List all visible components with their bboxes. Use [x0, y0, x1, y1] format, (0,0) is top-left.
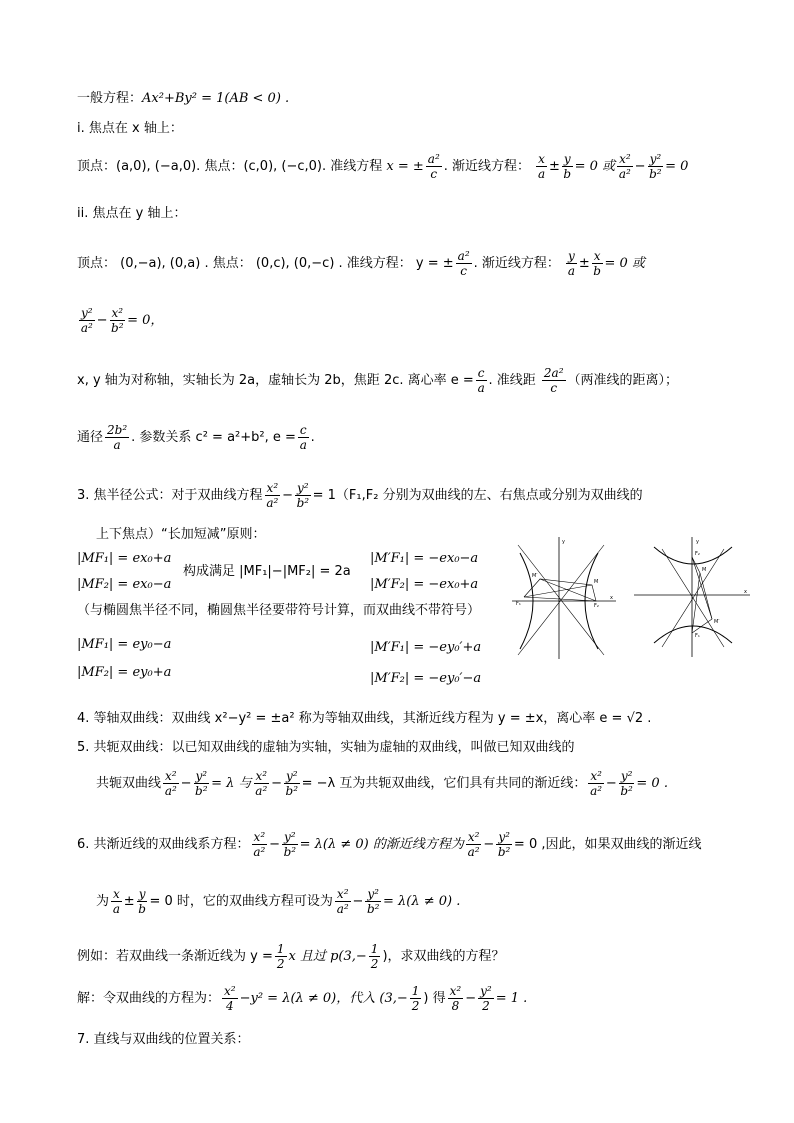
y-vertex-focus-text: 顶点： (0,−a), (0,a) . 焦点： (0,c), (0,−c) . 准线方程： y = ±	[77, 256, 454, 271]
svg-text:F₁: F₁	[695, 633, 700, 639]
frac-x-a: $\frac{x}{a}$	[537, 152, 546, 181]
focal-radius-mf1: |MF₁| = ex₀+a	[77, 551, 172, 566]
svg-text:x: x	[744, 589, 747, 595]
directrix-distance-note: （两准线的距离）；	[567, 373, 679, 388]
conjugate-common-asymptote: = −λ 互为共轭双曲线，它们具有共同的渐近线：	[301, 776, 587, 791]
focal-radius-mf2: |MF₂| = ex₀−a	[77, 577, 172, 592]
example-text-1: 例如：若双曲线一条渐近线为 y =	[77, 949, 273, 964]
hyperbola-x-figure	[512, 535, 618, 661]
equation-zero: = 0	[665, 159, 689, 174]
latus-rectum-fraction: $\frac{\text{2b²}}{a}$	[107, 423, 128, 452]
directrix-distance-label: . 准线距	[488, 373, 536, 388]
solution-text-2: −y² = λ(λ ≠ 0)，代入 (3,−	[239, 991, 408, 1006]
general-equation-label: 一般方程：	[77, 91, 143, 106]
s5-frac-x2-a2-2: $\frac{\text{x²}}{\text{a²}}$	[255, 769, 268, 798]
common-asymptote-label: 6. 共渐近线的双曲线系方程：	[77, 837, 250, 852]
y-equation-zero: = 0，	[127, 313, 164, 328]
latus-rectum-line: 通径 $\frac{\text{2b²}}{a}$ . 参数关系 c² = a²+b², e = $\frac{c}{a}$ .	[77, 423, 315, 452]
latus-rectum-label: 通径	[77, 430, 104, 445]
example-text-2: x 且过 p(3,−	[288, 949, 367, 964]
s6-frac-y2-b2-2: $\frac{\text{y²}}{\text{b²}}$	[497, 830, 511, 859]
conjugate-zero: = 0 .	[636, 776, 668, 791]
asymptote-label: . 渐近线方程：	[443, 159, 531, 174]
s5-frac-y2-b2-1: $\frac{\text{y²}}{\text{b²}}$	[195, 769, 208, 798]
frac-y-b: $\frac{y}{b}$	[563, 152, 572, 181]
axis-eccentricity-line	[77, 366, 678, 395]
conjugate-label: 共轭双曲线	[96, 776, 162, 791]
focal-radius-condition: 构成满足 |MF₁|−|MF₂| = 2a	[183, 564, 351, 579]
solution-text-4: = 1 .	[495, 991, 528, 1006]
focal-radius-y-mf2: |MF₂| = ey₀+a	[77, 665, 172, 680]
svg-text:y: y	[696, 539, 699, 545]
focal-radius-y-mf1: |MF₁| = ey₀−a	[77, 637, 172, 652]
svg-text:M′: M′	[532, 573, 538, 579]
vertex-focus-text: 顶点：(a,0), (−a,0). 焦点：(c,0), (−c,0). 准线方程	[77, 159, 383, 174]
axis-eccentricity-text: x, y 轴为对称轴，实轴长为 2a，虚轴长为 2b，焦距 2c. 离心率 e =	[77, 373, 474, 388]
focal-radius-title: 3. 焦半径公式：对于双曲线方程	[77, 488, 263, 503]
frac-x2-a2: $\frac{\text{x²}}{\text{a²}}$	[618, 152, 631, 181]
family-lambda: = λ(λ ≠ 0) 的渐近线方程为	[299, 837, 464, 852]
common-asymptote-family-line: 6. 共渐近线的双曲线系方程： $\frac{\text{x²}}{\text{a²}}$ − $\frac{\text{y²}}{\text{b²}}$ = λ(λ ≠ 0) 的渐近线方程为 $\frac{\text{x²}}{\text{a²}}$ − $\frac{\text{y²}}{\text{b²}}$ = 0 ,因此，如果双曲线的渐近线	[77, 830, 702, 859]
ex-frac-half-1: $\frac{1}{2}$	[276, 942, 285, 971]
directrix-fraction: $\frac{\text{a²}}{c}$	[427, 152, 440, 181]
y-asymptote-eq-zero: = 0 或	[604, 256, 645, 271]
y-standard-equation: $\frac{\text{y²}}{\text{a²}}$ − $\frac{\text{x²}}{\text{b²}}$ = 0，	[80, 306, 164, 335]
s6-frac-x2-a2-2: $\frac{\text{x²}}{\text{a²}}$	[467, 830, 480, 859]
directrix-distance-fraction: $\frac{\text{2a²}}{c}$	[543, 366, 564, 395]
x-axis-properties-line: 顶点：(a,0), (−a,0). 焦点：(c,0), (−c,0). 准线方程 x = ± $\frac{\text{a²}}{c}$ . 渐近线方程： $\frac{x}{a}$ ± $\frac{y}{b}$ = 0 或 $\frac{\text{x²}}{\text{a²}}$ − $\frac{\text{y²}}{\text{b²}}$ = 0	[77, 152, 689, 181]
svg-text:F₂: F₂	[695, 551, 700, 557]
focus-y-heading: ii. 焦点在 y 轴上：	[77, 206, 187, 221]
s6-frac-x2-a2-1: $\frac{\text{x²}}{\text{a²}}$	[253, 830, 266, 859]
y-axis-properties-line: 顶点： (0,−a), (0,a) . 焦点： (0,c), (0,−c) . 准线方程： y = ± $\frac{\text{a²}}{c}$ . 渐近线方程： $\frac{y}{a}$ ± $\frac{x}{b}$ = 0 或	[77, 249, 645, 278]
sol-frac-x2-4: $\frac{\text{x²}}{4}$	[224, 984, 236, 1013]
svg-text:y: y	[562, 539, 565, 545]
frac-x-b: $\frac{x}{b}$	[593, 249, 601, 278]
conjugate-formula-line: 共轭双曲线 $\frac{\text{x²}}{\text{a²}}$ − $\frac{\text{y²}}{\text{b²}}$ = λ 与 $\frac{\text{x²}}{\text{a²}}$ − $\frac{\text{y²}}{\text{b²}}$ = −λ 互为共轭双曲线，它们具有共同的渐近线： $\frac{\text{x²}}{\text{a²}}$ − $\frac{\text{y²}}{\text{b²}}$ = 0 .	[96, 769, 668, 798]
focal-radius-mpf2: |M′F₂| = −ex₀+a	[370, 577, 479, 592]
svg-text:M′: M′	[714, 619, 720, 625]
s6-frac-x-a: $\frac{x}{a}$	[112, 887, 120, 916]
family-lambda-end: = λ(λ ≠ 0) .	[383, 894, 461, 909]
long-add-short-sub-rule: 上下焦点）“长加短减”原则：	[96, 527, 266, 542]
s6-frac-y-b: $\frac{y}{b}$	[138, 887, 146, 916]
general-equation-line	[77, 91, 289, 107]
s3-frac-x2-a2: $\frac{\text{x²}}{\text{a²}}$	[266, 481, 279, 510]
svg-text:x: x	[610, 595, 613, 601]
general-equation-formula: Ax²+By² = 1(AB < 0) .	[142, 91, 290, 106]
s6-frac-y2-b2-3: $\frac{\text{y²}}{\text{b²}}$	[366, 887, 380, 916]
sol-frac-half: $\frac{1}{2}$	[411, 984, 420, 1013]
frac-y2-b2: $\frac{\text{y²}}{\text{b²}}$	[649, 152, 662, 181]
ex-frac-half-2: $\frac{1}{2}$	[370, 942, 379, 971]
focal-radius-heading: 3. 焦半径公式：对于双曲线方程 $\frac{\text{x²}}{\text{a²}}$ − $\frac{\text{y²}}{\text{b²}}$ = 1（F₁,F₂ 分别为双曲线的左、右焦点或分别为双曲线的	[77, 481, 643, 510]
y-asymptote-label: . 渐近线方程：	[473, 256, 560, 271]
frac-x2-b2: $\frac{\text{x²}}{\text{b²}}$	[111, 306, 124, 335]
equilateral-hyperbola-line: 4. 等轴双曲线：双曲线 x²−y² = ±a² 称为等轴双曲线，其渐近线方程为 y = ±x，离心率 e = √2 .	[77, 711, 652, 726]
svg-text:F₁: F₁	[516, 601, 521, 607]
frac-y2-a2: $\frac{\text{y²}}{\text{a²}}$	[80, 306, 93, 335]
parameter-e-fraction: $\frac{c}{a}$	[299, 423, 307, 452]
focal-radius-desc: = 1（F₁,F₂ 分别为双曲线的左、右焦点或分别为双曲线的	[312, 488, 643, 503]
focal-radius-y-mpf1: |M′F₁| = −ey₀′+a	[370, 640, 482, 655]
focal-radius-y-mpf2: |M′F₂| = −ey₀′−a	[370, 671, 482, 686]
family-text: = 0 时，它的双曲线方程可设为	[149, 894, 333, 909]
solution-text-1: 解：令双曲线的方程为：	[77, 991, 221, 1006]
frac-y-a: $\frac{y}{a}$	[567, 249, 576, 278]
example-line	[77, 942, 505, 971]
directrix-x-prefix: x = ±	[386, 159, 424, 174]
svg-text:F₂: F₂	[594, 603, 599, 609]
sol-frac-x2-8: $\frac{\text{x²}}{8}$	[449, 984, 462, 1013]
solution-line: 解：令双曲线的方程为： $\frac{\text{x²}}{4}$ −y² = λ(λ ≠ 0)，代入 (3,− $\frac{1}{2}$ ) 得 $\frac{\text{x²}}{8}$ − $\frac{\text{y²}}{2}$ = 1 .	[77, 984, 528, 1013]
y-directrix-fraction: $\frac{\text{a²}}{c}$	[457, 249, 470, 278]
conjugate-lambda: = λ 与	[211, 776, 252, 791]
parameter-relation-text: . 参数关系 c² = a²+b², e =	[131, 430, 296, 445]
hyperbola-y-figure	[634, 535, 752, 659]
eccentricity-fraction: $\frac{c}{a}$	[477, 366, 485, 395]
sign-note: （与椭圆焦半径不同，椭圆焦半径要带符号计算，而双曲线不带符号）	[77, 603, 481, 618]
svg-text:M: M	[594, 579, 599, 585]
asymptote-eq-zero: = 0 或	[574, 159, 616, 174]
svg-text:M: M	[702, 567, 707, 573]
sol-frac-y2-2: $\frac{\text{y²}}{2}$	[480, 984, 492, 1013]
s6-frac-y2-b2-1: $\frac{\text{y²}}{\text{b²}}$	[283, 830, 297, 859]
s5-frac-x2-a2-3: $\frac{\text{x²}}{\text{a²}}$	[590, 769, 603, 798]
example-text-3: )，求双曲线的方程？	[382, 949, 505, 964]
conjugate-hyperbola-line: 5. 共轭双曲线：以已知双曲线的虚轴为实轴，实轴为虚轴的双曲线，叫做已知双曲线的	[77, 740, 575, 755]
s5-frac-y2-b2-2: $\frac{\text{y²}}{\text{b²}}$	[285, 769, 299, 798]
s5-frac-y2-b2-3: $\frac{\text{y²}}{\text{b²}}$	[620, 769, 633, 798]
solution-text-3: ) 得	[423, 991, 446, 1006]
line-hyperbola-position-heading: 7. 直线与双曲线的位置关系：	[77, 1032, 250, 1047]
s3-frac-y2-b2: $\frac{\text{y²}}{\text{b²}}$	[296, 481, 310, 510]
s5-frac-x2-a2-1: $\frac{\text{x²}}{\text{a²}}$	[164, 769, 177, 798]
family-prefix: 为	[96, 894, 110, 909]
family-conclusion: = 0 ,因此，如果双曲线的渐近线	[513, 837, 702, 852]
focus-x-heading: i. 焦点在 x 轴上：	[77, 121, 183, 136]
focal-radius-mpf1: |M′F₁| = −ex₀−a	[370, 551, 479, 566]
family-equation-line: 为 $\frac{x}{a}$ ± $\frac{y}{b}$ = 0 时，它的双曲线方程可设为 $\frac{\text{x²}}{\text{a²}}$ − $\frac{\text{y²}}{\text{b²}}$ = λ(λ ≠ 0) .	[96, 887, 461, 916]
s6-frac-x2-a2-3: $\frac{\text{x²}}{\text{a²}}$	[336, 887, 349, 916]
